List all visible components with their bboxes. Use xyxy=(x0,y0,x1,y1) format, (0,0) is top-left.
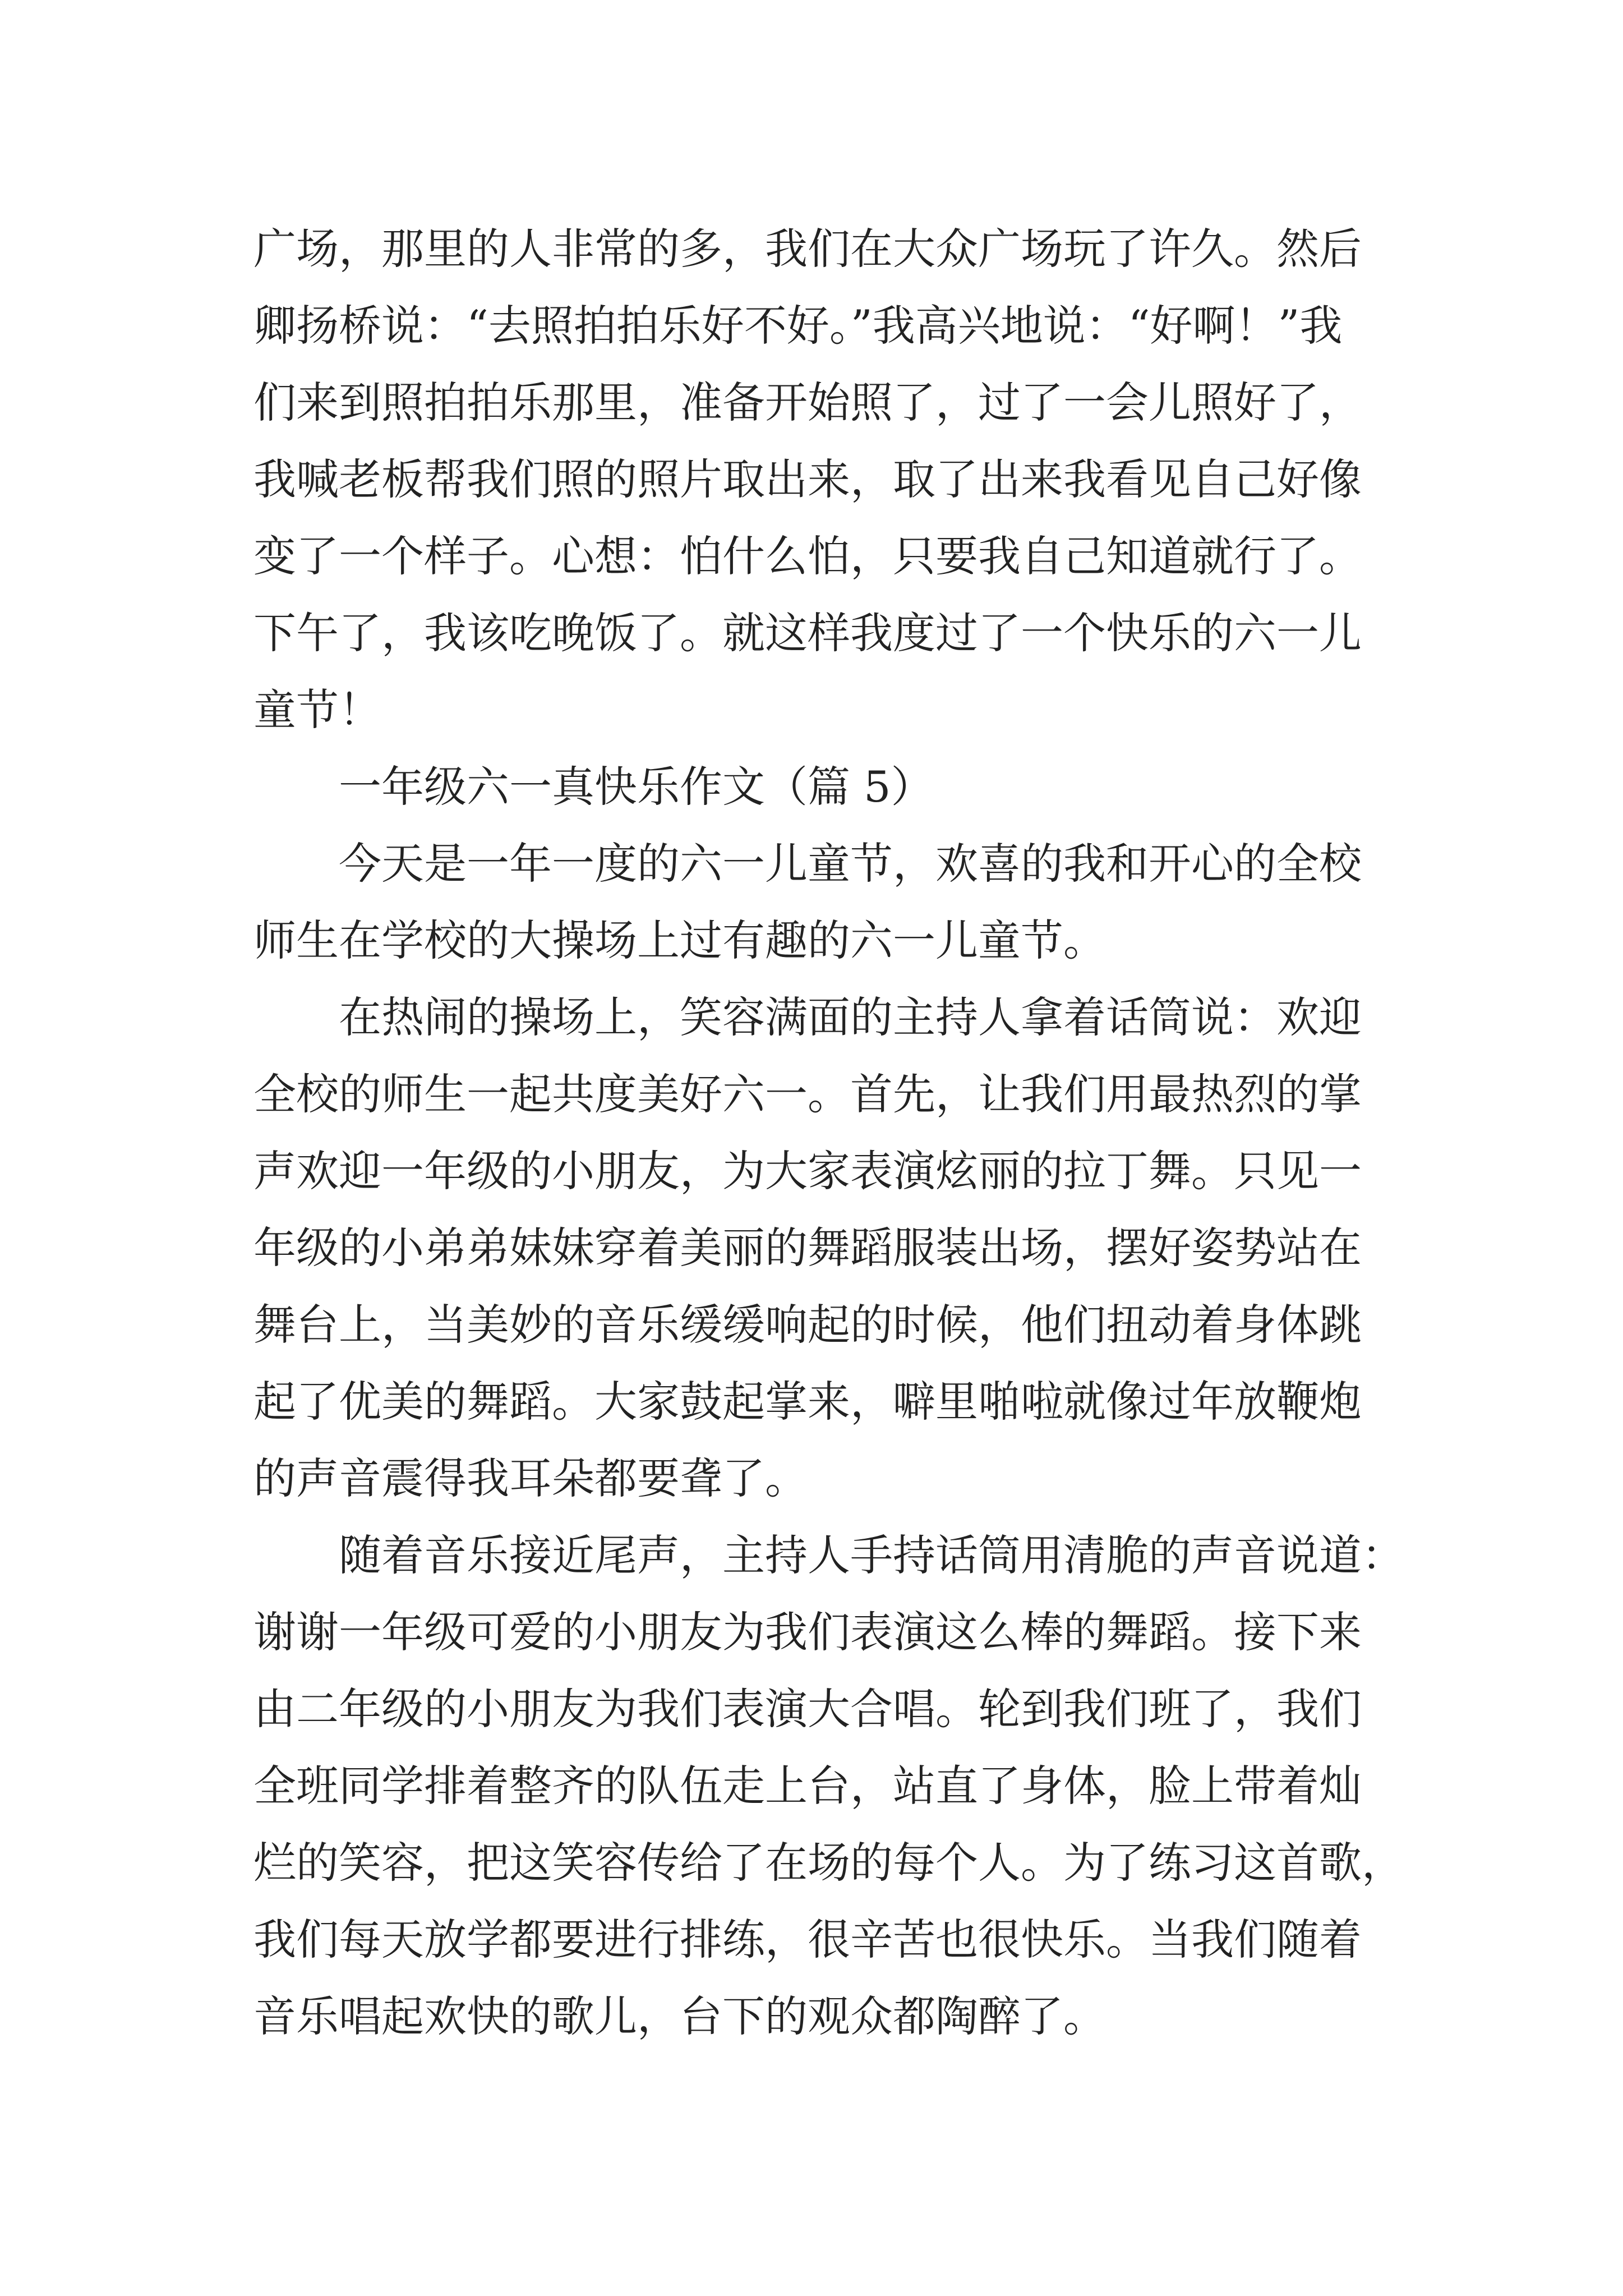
text-line: 广场，那里的人非常的多，我们在大众广场玩了许久。然后 xyxy=(253,224,1362,274)
text-line: 起了优美的舞蹈。大家鼓起掌来，噼里啪啦就像过年放鞭炮 xyxy=(253,1377,1362,1427)
text-line: 师生在学校的大操场上过有趣的六一儿童节。 xyxy=(253,915,1106,965)
paragraph-intro xyxy=(253,825,1381,979)
paragraph-chorus xyxy=(253,1517,1404,2055)
text-line: 谢谢一年级可爱的小朋友为我们表演这么棒的舞蹈。接下来 xyxy=(253,1607,1362,1657)
text-line: 音乐唱起欢快的歌儿，台下的观众都陶醉了。 xyxy=(253,1991,1106,2041)
document-body xyxy=(253,210,1404,2055)
text-line: 卿扬桥说：“去照拍拍乐好不好。”我高兴地说：“好啊！”我 xyxy=(253,301,1343,351)
text-line: 下午了，我该吃晚饭了。就这样我度过了一个快乐的六一儿 xyxy=(253,608,1362,658)
text-line: 的声音震得我耳朵都要聋了。 xyxy=(253,1453,808,1503)
text-line: 舞台上，当美妙的音乐缓缓响起的时候，他们扭动着身体跳 xyxy=(253,1300,1362,1350)
text-line: 由二年级的小朋友为我们表演大合唱。轮到我们班了，我们 xyxy=(253,1684,1362,1734)
text-line: 变了一个样子。心想：怕什么怕，只要我自己知道就行了。 xyxy=(253,531,1362,581)
text-line: 我们每天放学都要进行排练，很辛苦也很快乐。当我们随着 xyxy=(253,1915,1362,1964)
paragraph-dance xyxy=(253,979,1381,1517)
text-line: 烂的笑容，把这笑容传给了在场的每个人。为了练习这首歌， xyxy=(253,1838,1404,1888)
text-line: 全班同学排着整齐的队伍走上台，站直了身体，脸上带着灿 xyxy=(253,1761,1362,1811)
essay-title: 一年级六一真快乐作文（篇 5） xyxy=(339,762,934,812)
text-line: 们来到照拍拍乐那里，准备开始照了，过了一会儿照好了， xyxy=(253,378,1362,427)
text-line: 童节！ xyxy=(253,685,381,735)
text-line: 年级的小弟弟妹妹穿着美丽的舞蹈服装出场，摆好姿势站在 xyxy=(253,1223,1362,1273)
text-line: 全校的师生一起共度美好六一。首先，让我们用最热烈的掌 xyxy=(253,1069,1362,1119)
paragraph-continuation xyxy=(253,210,1381,748)
text-line: 我喊老板帮我们照的照片取出来，取了出来我看见自己好像 xyxy=(253,454,1362,504)
text-line: 今天是一年一度的六一儿童节，欢喜的我和开心的全校 xyxy=(339,839,1362,889)
text-line: 在热闹的操场上，笑容满面的主持人拿着话筒说：欢迎 xyxy=(339,992,1362,1042)
text-line: 随着音乐接近尾声，主持人手持话筒用清脆的声音说道： xyxy=(339,1530,1404,1580)
text-line: 声欢迎一年级的小朋友，为大家表演炫丽的拉丁舞。只见一 xyxy=(253,1146,1362,1196)
